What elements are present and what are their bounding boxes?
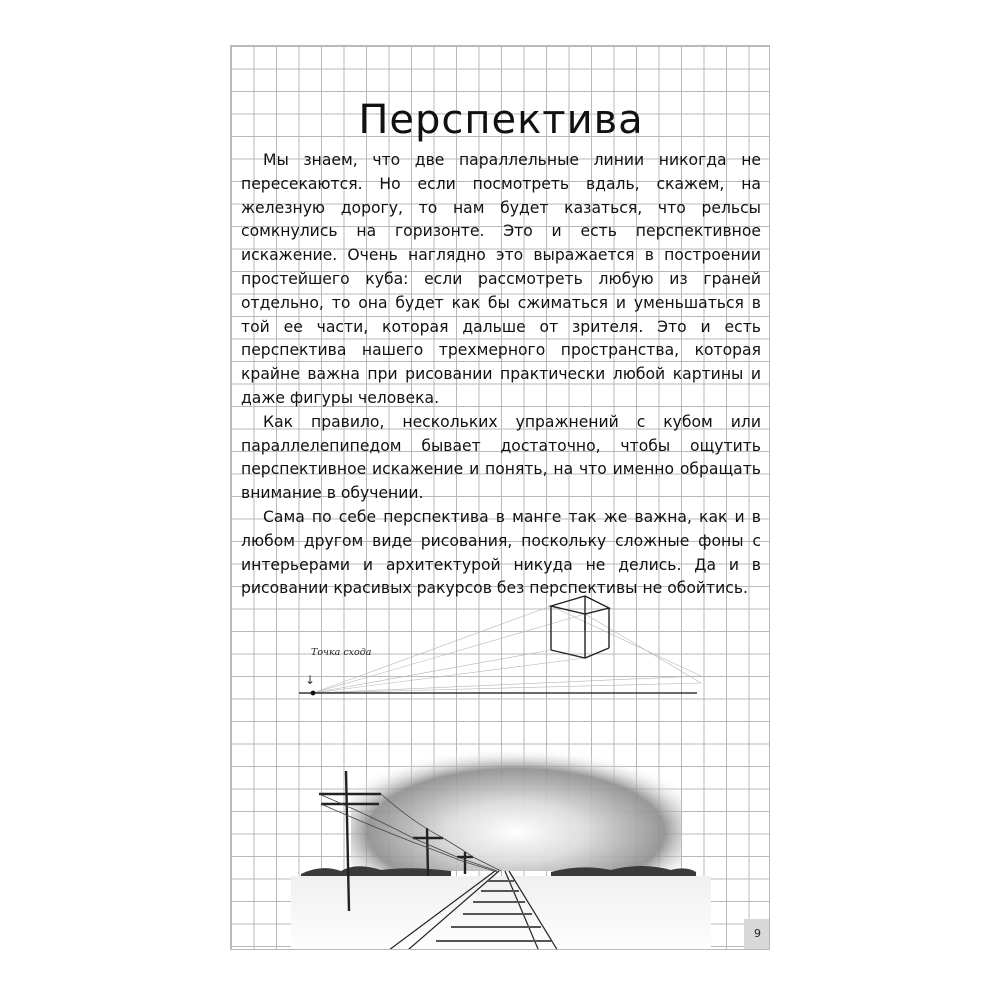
page-title: Перспектива — [358, 97, 644, 143]
paragraph: Как правило, нескольких упражнений с кубом или параллелепипедом бывает достаточно, чтобы ощутить перспективное искажение и понять, на что именно обращать внимание в обучении. — [241, 412, 761, 503]
paragraph: Сама по себе перспектива в манге так же важна, как и в любом другом виде рисования, поскольку сложные фоны с интерьерами и архитектурой никуда не делись. Да и в рисовании красивых ракурсов без перспективы не обойтись. — [241, 507, 761, 598]
book-page — [230, 45, 770, 950]
body-text — [241, 149, 761, 601]
arrow-down-icon: ↓ — [305, 673, 316, 687]
paragraph: Мы знаем, что две параллельные линии никогда не пересекаются. Но если посмотреть вдаль, скажем, на железную дорогу, то нам будет казаться, что рельсы сомкнулись на горизонте. Это и есть перспективное искажение. Очень наглядно это выражается в построении простейшего куба: если рассмотреть любую из граней отдельно, то она будет как бы сжиматься и уменьшаться в той ее части, которая дальше от зрителя. Это и есть перспектива нашего трехмерного пространства, которая крайне важна при рисовании практически любой картины и даже фигуры человека. — [241, 151, 761, 407]
vanishing-point-diagram — [231, 586, 770, 706]
railway-illustration — [231, 726, 770, 950]
sky-clouds — [351, 731, 681, 871]
vanishing-point-label: Точка схода — [311, 647, 372, 658]
page-number: 9 — [744, 919, 770, 949]
vanishing-point-dot — [311, 691, 316, 696]
cube-drawing — [551, 596, 609, 658]
